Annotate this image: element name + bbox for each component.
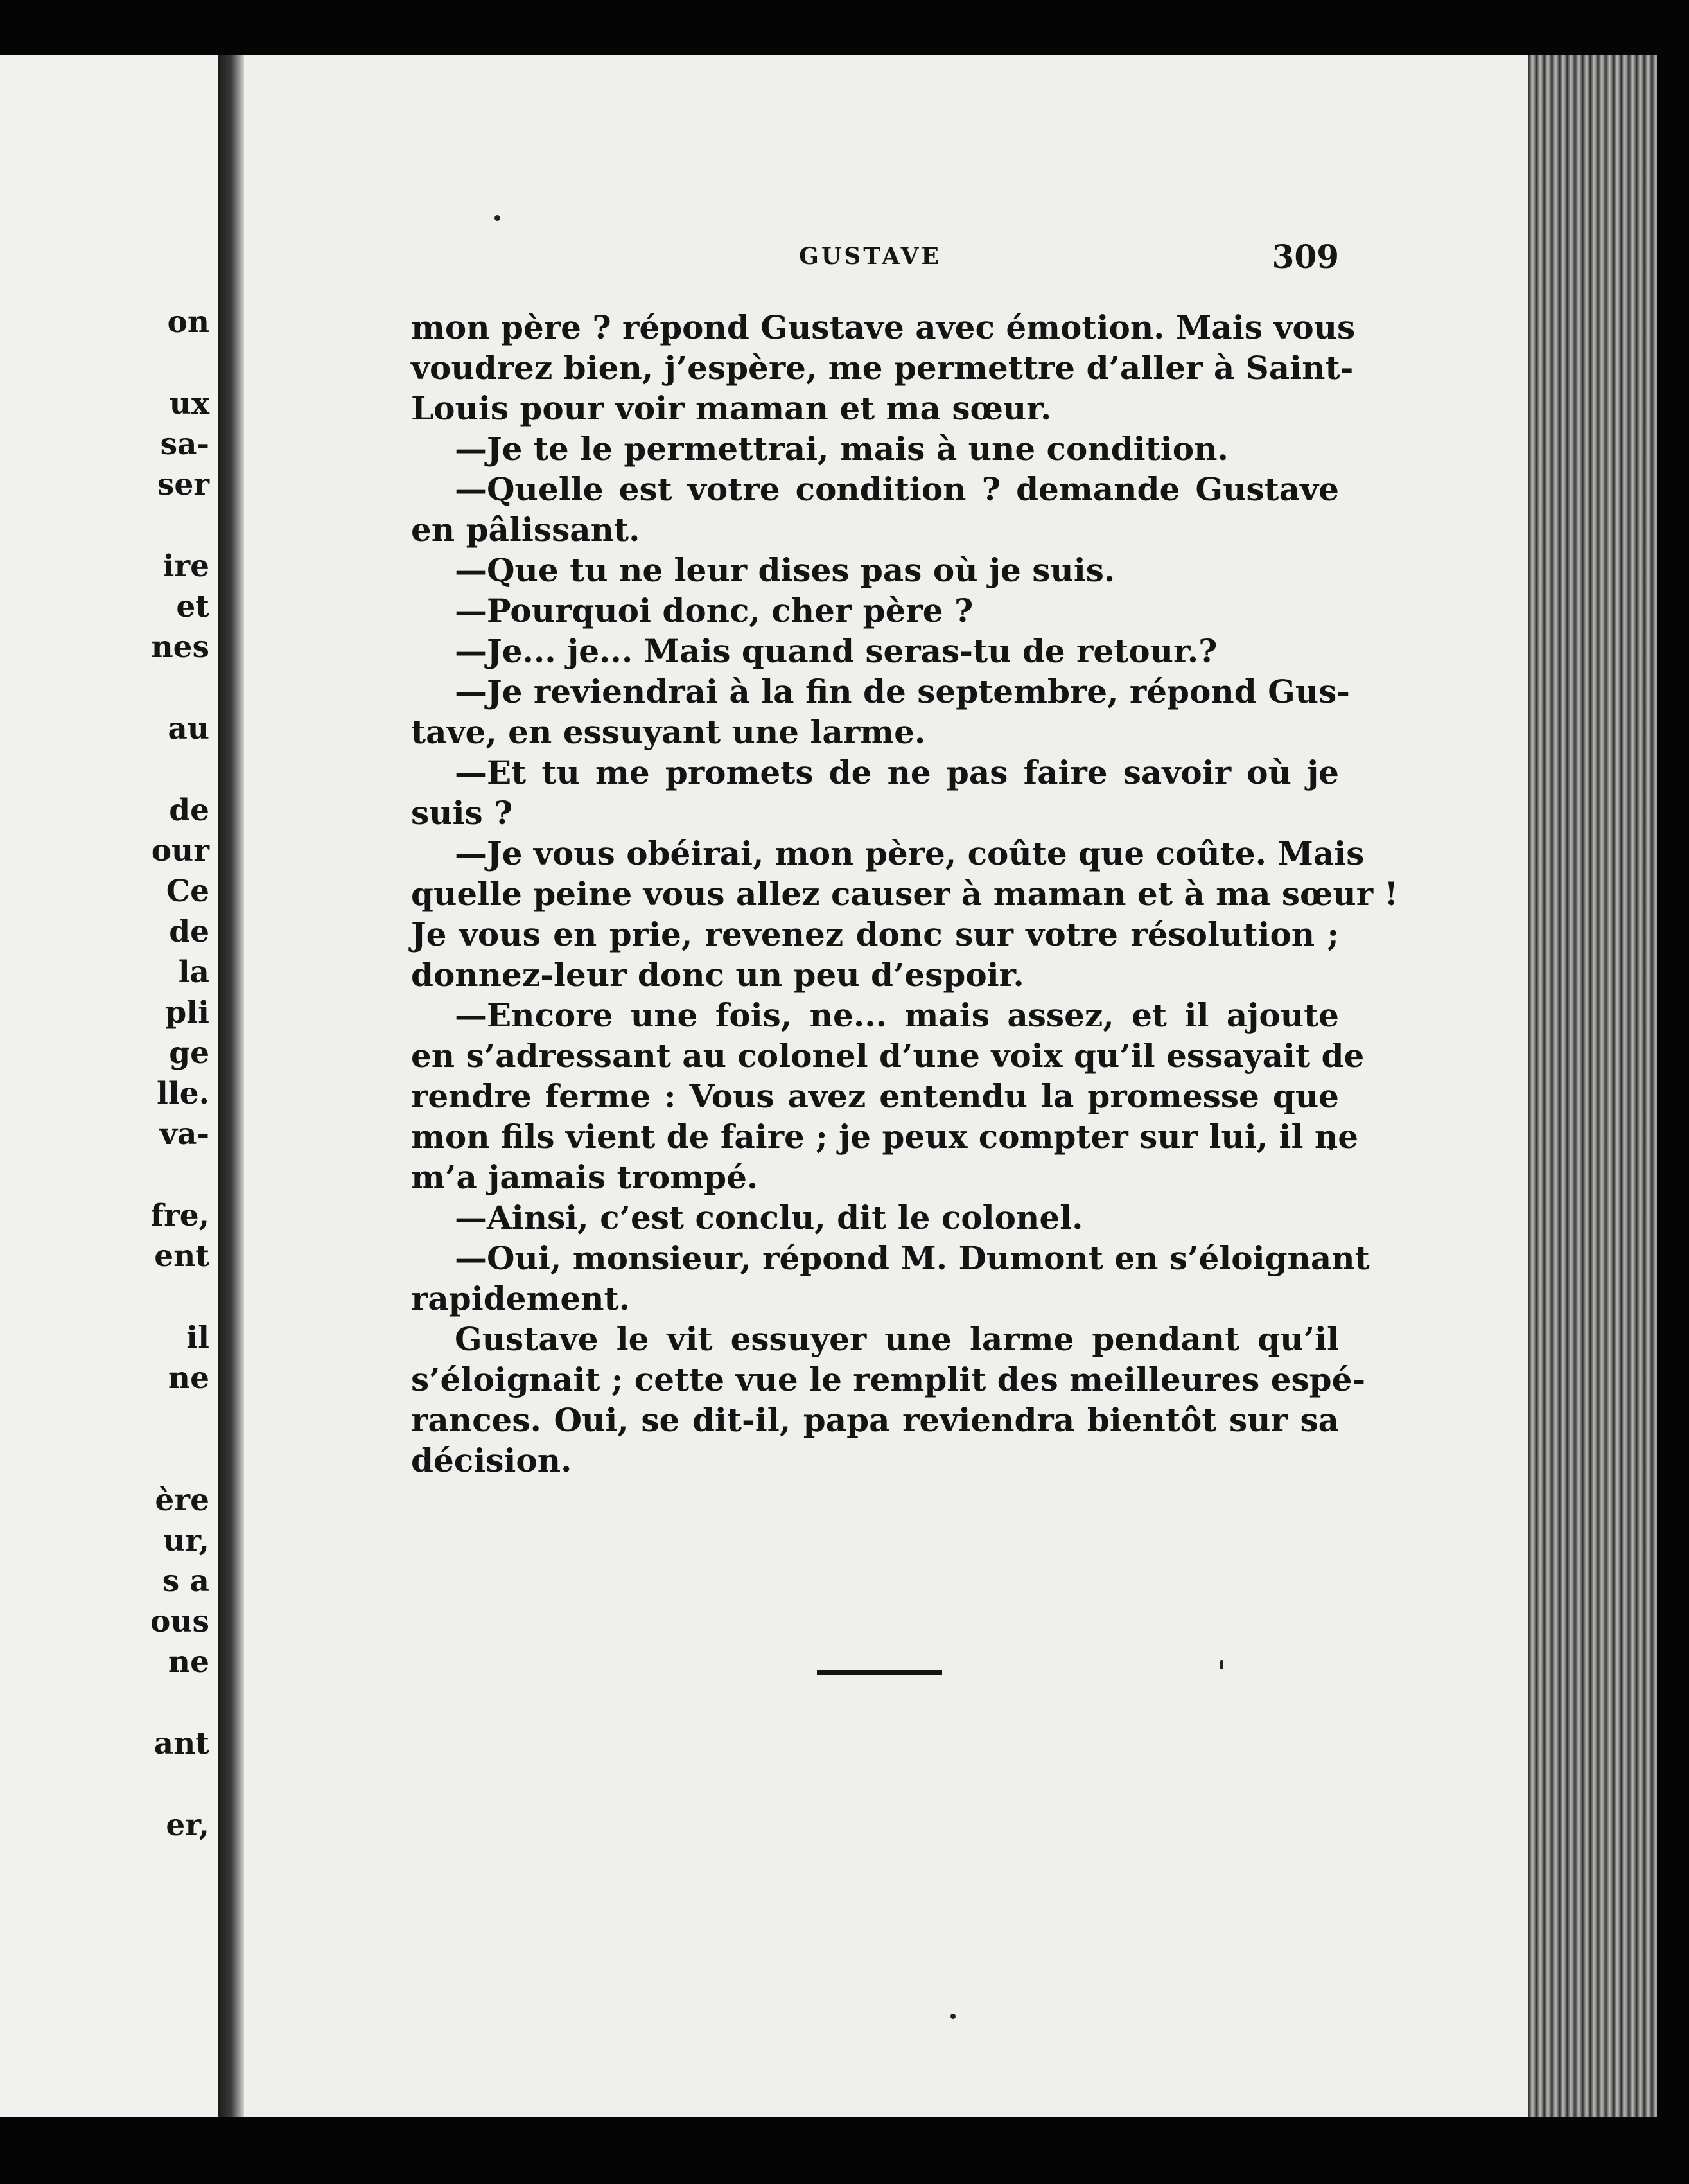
paper-speck bbox=[494, 215, 500, 221]
text-line: suis ? bbox=[411, 794, 513, 832]
left-page-line-fragment: de bbox=[169, 914, 209, 949]
text-line: tave, en essuyant une larme. bbox=[411, 713, 926, 751]
left-page-line-fragment: ne bbox=[168, 1361, 209, 1396]
text-line: —Pourquoi donc, cher père ? bbox=[455, 592, 974, 630]
end-of-chapter-rule bbox=[817, 1670, 942, 1675]
previous-page-fragment bbox=[0, 55, 218, 2117]
left-page-line-fragment: ère bbox=[155, 1483, 209, 1518]
left-page-line-fragment: il bbox=[186, 1320, 209, 1355]
text-line: —Ainsi, c’est conclu, dit le colonel. bbox=[455, 1199, 1083, 1237]
text-line: quelle peine vous allez causer à maman et à ma sœur ! bbox=[411, 875, 1399, 913]
text-line: rendre ferme : Vous avez entendu la promesse que bbox=[411, 1077, 1339, 1115]
text-line: rances. Oui, se dit-il, papa reviendra bientôt sur sa bbox=[411, 1401, 1339, 1439]
left-page-line-fragment: nes bbox=[151, 630, 209, 665]
left-page-line-fragment: ous bbox=[150, 1604, 209, 1639]
text-line: —Je vous obéirai, mon père, coûte que coûte. Mais bbox=[455, 834, 1365, 872]
left-page-line-fragment: ne bbox=[168, 1644, 209, 1680]
left-page-line-fragment: fre, bbox=[150, 1198, 209, 1233]
text-line: Gustave le vit essuyer une larme pendant qu’il bbox=[455, 1320, 1339, 1358]
page-number: 309 bbox=[1272, 238, 1339, 276]
text-line: —Je reviendrai à la fin de septembre, répond Gus- bbox=[455, 673, 1351, 710]
left-page-line-fragment: et bbox=[176, 589, 209, 624]
left-page-line-fragment: ant bbox=[153, 1726, 209, 1761]
left-page-line-fragment: au bbox=[168, 711, 209, 746]
left-page-line-fragment: er, bbox=[166, 1808, 209, 1843]
text-line: donnez-leur donc un peu d’espoir. bbox=[411, 956, 1024, 994]
text-line: mon fils vient de faire ; je peux compter sur lui, il ne bbox=[411, 1118, 1359, 1156]
left-page-line-fragment: ur, bbox=[163, 1523, 209, 1558]
left-page-line-fragment: sa- bbox=[160, 427, 209, 462]
text-line: en pâlissant. bbox=[411, 511, 640, 549]
left-page-line-fragment: la bbox=[178, 955, 209, 990]
left-page-line-fragment: ux bbox=[169, 386, 209, 421]
text-line: —Encore une fois, ne... mais assez, et il ajoute bbox=[455, 996, 1339, 1034]
text-line: —Et tu me promets de ne pas faire savoir où je bbox=[455, 753, 1339, 791]
left-page-line-fragment: lle. bbox=[157, 1076, 209, 1111]
text-line: Louis pour voir maman et ma sœur. bbox=[411, 389, 1052, 427]
text-line: en s’adressant au colonel d’une voix qu’il essayait de bbox=[411, 1037, 1365, 1075]
text-line: —Quelle est votre condition ? demande Gustave bbox=[455, 470, 1339, 508]
paper-speck bbox=[1220, 1660, 1223, 1669]
paper-speck bbox=[950, 2014, 956, 2019]
left-page-line-fragment: our bbox=[151, 833, 209, 868]
left-page-line-fragment: pli bbox=[165, 995, 209, 1030]
running-header: GUSTAVE bbox=[799, 243, 941, 270]
book-gutter bbox=[218, 55, 244, 2117]
text-line: —Oui, monsieur, répond M. Dumont en s’éloignant bbox=[455, 1239, 1370, 1277]
left-page-line-fragment: de bbox=[169, 793, 209, 828]
left-page-line-fragment: ent bbox=[154, 1238, 209, 1274]
left-page-line-fragment: ser bbox=[157, 467, 209, 502]
text-line: —Que tu ne leur dises pas où je suis. bbox=[455, 551, 1116, 589]
page-edges bbox=[1528, 55, 1657, 2117]
left-page-line-fragment: Ce bbox=[166, 874, 209, 909]
text-line: voudrez bien, j’espère, me permettre d’aller à Saint- bbox=[411, 349, 1354, 387]
text-line: mon père ? répond Gustave avec émotion. Mais vous bbox=[411, 308, 1356, 346]
text-line: décision. bbox=[411, 1441, 572, 1479]
left-page-line-fragment: ire bbox=[162, 549, 209, 584]
text-line: s’éloignait ; cette vue le remplit des meilleures espé- bbox=[411, 1361, 1366, 1398]
text-line: —Je te le permettrai, mais à une condition. bbox=[455, 430, 1229, 468]
left-page-line-fragment: on bbox=[167, 304, 209, 340]
page-body-text bbox=[411, 307, 1399, 1481]
text-line: rapidement. bbox=[411, 1280, 631, 1317]
left-page-line-fragment: s a bbox=[162, 1563, 209, 1599]
text-line: —Je... je... Mais quand seras-tu de retour.? bbox=[455, 632, 1218, 670]
left-page-line-fragment: ge bbox=[169, 1035, 209, 1071]
text-line: Je vous en prie, revenez donc sur votre résolution ; bbox=[411, 915, 1339, 953]
text-line: m’a jamais trompé. bbox=[411, 1158, 758, 1196]
left-page-line-fragment: va- bbox=[159, 1116, 209, 1152]
